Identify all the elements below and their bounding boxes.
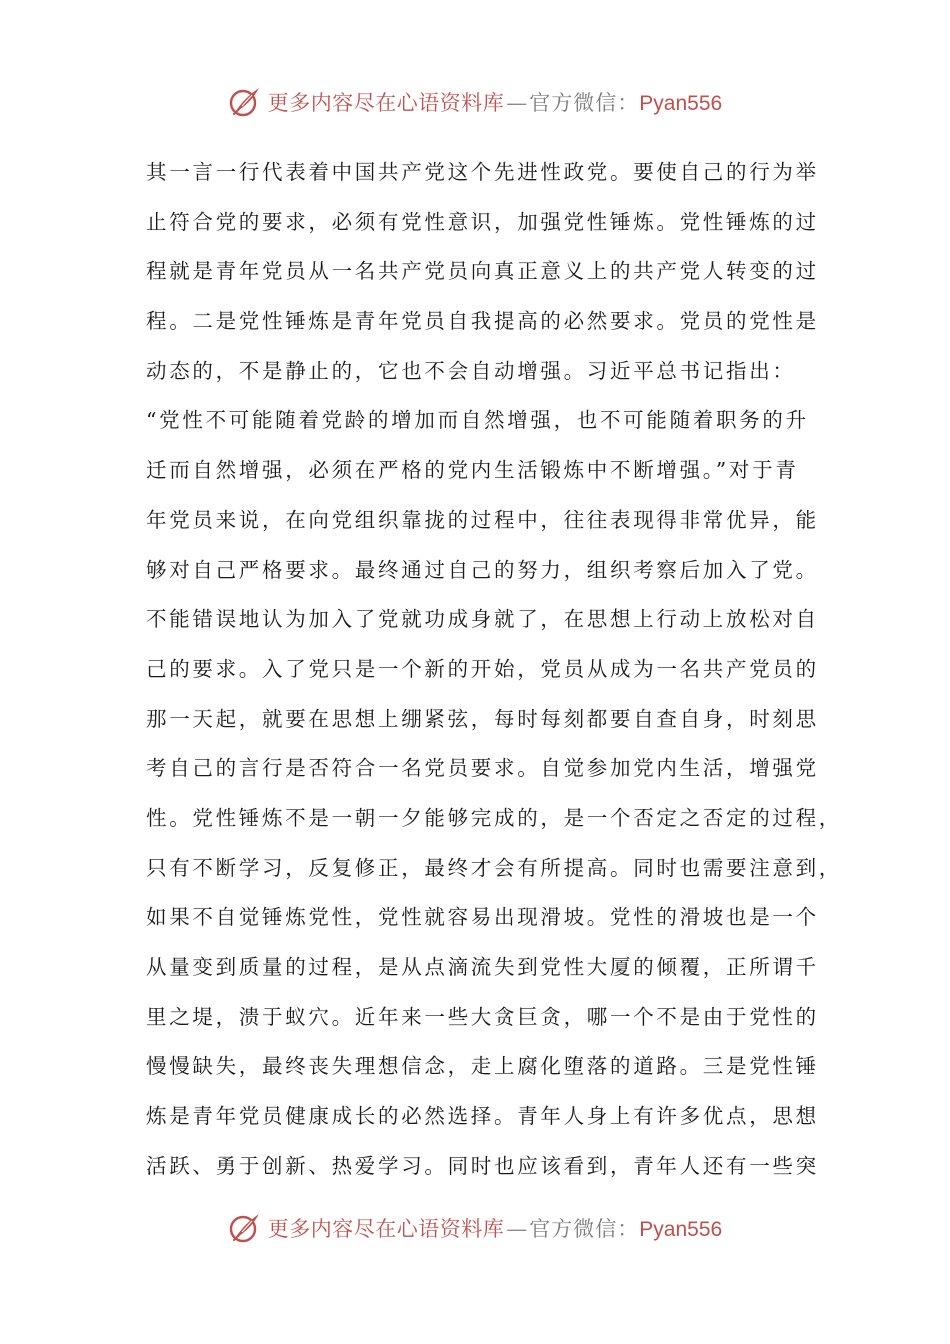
header-banner-wechat-label: 官方微信：	[529, 91, 640, 115]
text-line: 够对自己严格要求。最终通过自己的努力，组织考察后加入了党。	[146, 557, 819, 582]
text-line: 止符合党的要求，必须有党性意识，加强党性锤炼。党性锤炼的过	[146, 209, 819, 234]
text-line: 其一言一行代表着中国共产党这个先进性政党。要使自己的行为举	[146, 160, 819, 184]
text-line: 程就是青年党员从一名共产党员向真正意义上的共产党人转变的过	[146, 259, 819, 284]
text-line: 从量变到质量的过程，是从点滴流失到党性大厦的倾覆，正所谓千	[146, 955, 819, 979]
text-line: 里之堤，溃于蚁穴。近年来一些大贪巨贪，哪一个不是由于党性的	[146, 1004, 819, 1029]
footer-banner	[0, 1206, 950, 1250]
footer-banner-main: 更多内容尽在心语资料库	[267, 1217, 505, 1241]
text-line: 己的要求。入了党只是一个新的开始，党员从成为一名共产党员的	[146, 656, 819, 681]
text-line: 动态的，不是静止的，它也不会自动增强。习近平总书记指出：	[146, 358, 796, 383]
quill-pen-logo-icon	[228, 1211, 262, 1245]
footer-banner-dash: —	[506, 1217, 528, 1241]
text-line: 迁而自然增强，必须在严格的党内生活锻炼中不断增强。”对于青	[146, 458, 799, 483]
header-banner-text	[268, 87, 722, 117]
text-line: 炼是青年党员健康成长的必然选择。青年人身上有许多优点，思想	[146, 1104, 819, 1129]
text-line: 考自己的言行是否符合一名党员要求。自觉参加党内生活，增强党	[146, 756, 819, 781]
footer-banner-wechat-label: 官方微信：	[529, 1217, 640, 1241]
header-banner-dash: —	[506, 91, 528, 115]
footer-banner-wechat-id: Pyan556	[639, 1218, 723, 1241]
text-line: 慢慢缺失，最终丧失理想信念，走上腐化堕落的道路。三是党性锤	[146, 1054, 819, 1079]
text-line: 程。二是党性锤炼是青年党员自我提高的必然要求。党员的党性是	[146, 309, 819, 334]
text-line: 年党员来说，在向党组织靠拢的过程中，往往表现得非常优异，能	[146, 507, 819, 532]
text-line: 活跃、勇于创新、热爱学习。同时也应该看到，青年人还有一些突	[146, 1153, 819, 1178]
header-banner-wechat-id: Pyan556	[639, 92, 723, 115]
text-line: 性。党性锤炼不是一朝一夕能够完成的，是一个否定之否定的过程，	[146, 805, 842, 830]
footer-banner-text	[268, 1213, 722, 1243]
text-line: 如果不自觉锤炼党性，党性就容易出现滑坡。党性的滑坡也是一个	[146, 905, 819, 930]
header-banner	[0, 80, 950, 124]
quill-pen-logo-icon	[228, 85, 262, 119]
text-line: 那一天起，就要在思想上绷紧弦，每时每刻都要自查自身，时刻思	[146, 706, 819, 731]
body-text	[146, 148, 842, 1191]
text-line: 不能错误地认为加入了党就功成身就了，在思想上行动上放松对自	[146, 607, 819, 632]
header-banner-main: 更多内容尽在心语资料库	[267, 91, 505, 115]
text-line: 只有不断学习，反复修正，最终才会有所提高。同时也需要注意到，	[146, 855, 842, 880]
text-line: “党性不可能随着党龄的增加而自然增强，也不可能随着职务的升	[146, 408, 809, 433]
